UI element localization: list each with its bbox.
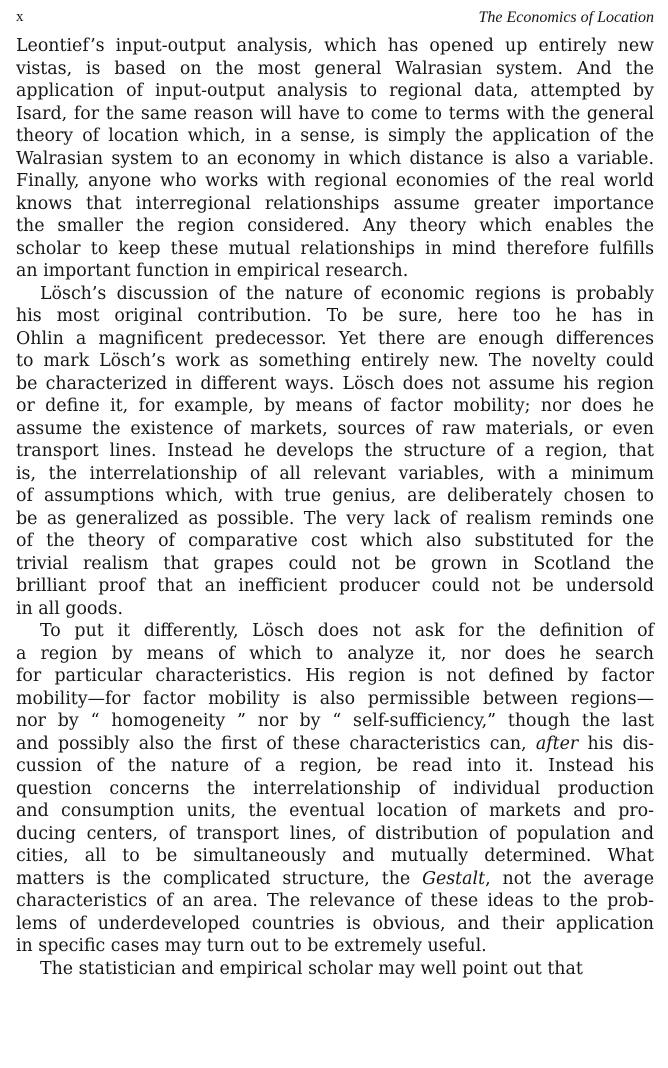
- text-line: [16, 170, 654, 193]
- line-text: vistas, is based on the most general Walrasian system. And the: [16, 58, 654, 79]
- line-text: , not the average: [485, 868, 654, 889]
- text-line: [16, 620, 654, 643]
- line-text: question concerns the interrelationship of individual production: [16, 778, 654, 799]
- line-text: The statistician and empirical scholar may well point out that: [40, 958, 583, 979]
- text-line: [16, 845, 654, 868]
- line-text: lems of underdeveloped countries is obvious, and their application: [16, 913, 654, 934]
- line-text: transport lines. Instead he develops the structure of a region, that: [16, 441, 654, 461]
- text-line: [16, 125, 654, 148]
- text-line: [16, 913, 654, 936]
- paragraph: [16, 35, 654, 283]
- text-line: [16, 80, 654, 103]
- line-text: theory of location which, in a sense, is simply the application of the: [16, 126, 654, 146]
- text-line: [16, 598, 654, 621]
- text-line: [16, 530, 654, 553]
- text-line: [16, 418, 654, 441]
- line-text: cities, all to be simultaneously and mutually determined. What: [16, 846, 654, 866]
- text-line: [16, 778, 654, 801]
- line-text: ducing centers, of transport lines, of distribution of population and: [16, 823, 654, 844]
- paragraph: [16, 620, 654, 958]
- line-text: cussion of the nature of a region, be read into it. Instead his: [16, 756, 654, 776]
- line-text: an important function in empirical research.: [16, 261, 409, 281]
- text-line: [16, 215, 654, 238]
- text-line: [16, 575, 654, 598]
- text-line: [16, 665, 654, 688]
- line-text: his most original contribution. To be sure, here too he has in: [16, 306, 654, 326]
- line-text: mobility—for factor mobility is also permissible between regions—: [16, 688, 654, 709]
- line-text: nor by “ homogeneity ” nor by “ self-sufficiency,” though the last: [16, 711, 654, 731]
- line-text: scholar to keep these mutual relationships in mind therefore fulfills: [16, 238, 654, 259]
- text-line: [16, 148, 654, 171]
- emphasis: after: [535, 733, 579, 754]
- line-text: Ohlin a magnificent predecessor. Yet there are enough differences: [16, 328, 654, 349]
- emphasis: Gestalt: [422, 868, 486, 889]
- line-text: characteristics of an area. The relevance of these ideas to the prob-: [16, 891, 654, 911]
- text-line: [16, 283, 654, 306]
- paragraph: [16, 283, 654, 621]
- line-text: application of input-output analysis to regional data, attempted by: [16, 81, 654, 101]
- line-text: knows that interregional relationships assume greater importance: [16, 193, 654, 214]
- text-line: [16, 440, 654, 463]
- line-text: for particular characteristics. His region is not defined by factor: [16, 666, 654, 686]
- body-text: [16, 35, 654, 980]
- page-number: x: [16, 9, 24, 25]
- text-line: [16, 193, 654, 216]
- text-line: [16, 305, 654, 328]
- text-line: [16, 238, 654, 261]
- text-line: [16, 485, 654, 508]
- text-line: [16, 35, 654, 58]
- text-line: [16, 688, 654, 711]
- paragraph: [16, 958, 654, 981]
- line-text: of the theory of comparative cost which also substituted for the: [16, 531, 654, 551]
- line-text: is, the interrelationship of all relevant variables, with a minimum: [16, 463, 654, 484]
- text-line: [16, 643, 654, 666]
- line-text: be as generalized as possible. The very lack of realism reminds one: [16, 508, 654, 529]
- line-text: Isard, for the same reason will have to come to terms with the general: [16, 103, 654, 124]
- line-text: matters is the complicated structure, the: [16, 868, 423, 889]
- text-line: [16, 508, 654, 531]
- text-line: [16, 868, 654, 891]
- line-text: or define it, for example, by means of factor mobility; nor does he: [16, 396, 654, 416]
- text-line: [16, 463, 654, 486]
- text-line: [16, 755, 654, 778]
- line-text: To put it differently, Lösch does not ask for the definition of: [40, 621, 654, 641]
- line-text: be characterized in different ways. Lösch does not assume his region: [16, 373, 654, 394]
- line-text: in all goods.: [16, 598, 123, 619]
- text-line: [16, 350, 654, 373]
- line-text: his dis-: [578, 733, 654, 754]
- text-line: [16, 328, 654, 351]
- line-text: a region by means of which to analyze it, nor does he search: [16, 643, 654, 664]
- line-text: to mark Lösch’s work as something entirely new. The novelty could: [16, 351, 654, 371]
- text-line: [16, 103, 654, 126]
- running-title: The Economics of Location: [478, 9, 654, 26]
- line-text: and consumption units, the eventual location of markets and pro-: [16, 801, 654, 821]
- text-line: [16, 800, 654, 823]
- text-line: [16, 935, 654, 958]
- text-line: [16, 58, 654, 81]
- line-text: Leontief’s input-output analysis, which has opened up entirely new: [16, 36, 654, 56]
- text-line: [16, 260, 654, 283]
- line-text: assume the existence of markets, sources of raw materials, or even: [16, 418, 654, 439]
- text-line: [16, 395, 654, 418]
- text-line: [16, 710, 654, 733]
- line-text: Lösch’s discussion of the nature of economic regions is probably: [40, 283, 654, 304]
- text-line: [16, 890, 654, 913]
- line-text: and possibly also the first of these characteristics can,: [16, 733, 536, 754]
- line-text: of assumptions which, with true genius, are deliberately chosen to: [16, 486, 654, 506]
- line-text: Walrasian system to an economy in which distance is also a variable.: [16, 148, 654, 169]
- text-line: [16, 733, 654, 756]
- line-text: trivial realism that grapes could not be grown in Scotland the: [16, 553, 654, 574]
- line-text: the smaller the region considered. Any theory which enables the: [16, 216, 654, 236]
- book-page: [16, 9, 654, 980]
- running-head: [16, 9, 654, 35]
- text-line: [16, 958, 654, 981]
- line-text: brilliant proof that an inefficient producer could not be undersold: [16, 576, 654, 596]
- text-line: [16, 373, 654, 396]
- text-line: [16, 553, 654, 576]
- text-line: [16, 823, 654, 846]
- line-text: Finally, anyone who works with regional economies of the real world: [16, 171, 654, 191]
- line-text: in specific cases may turn out to be extremely useful.: [16, 936, 487, 956]
